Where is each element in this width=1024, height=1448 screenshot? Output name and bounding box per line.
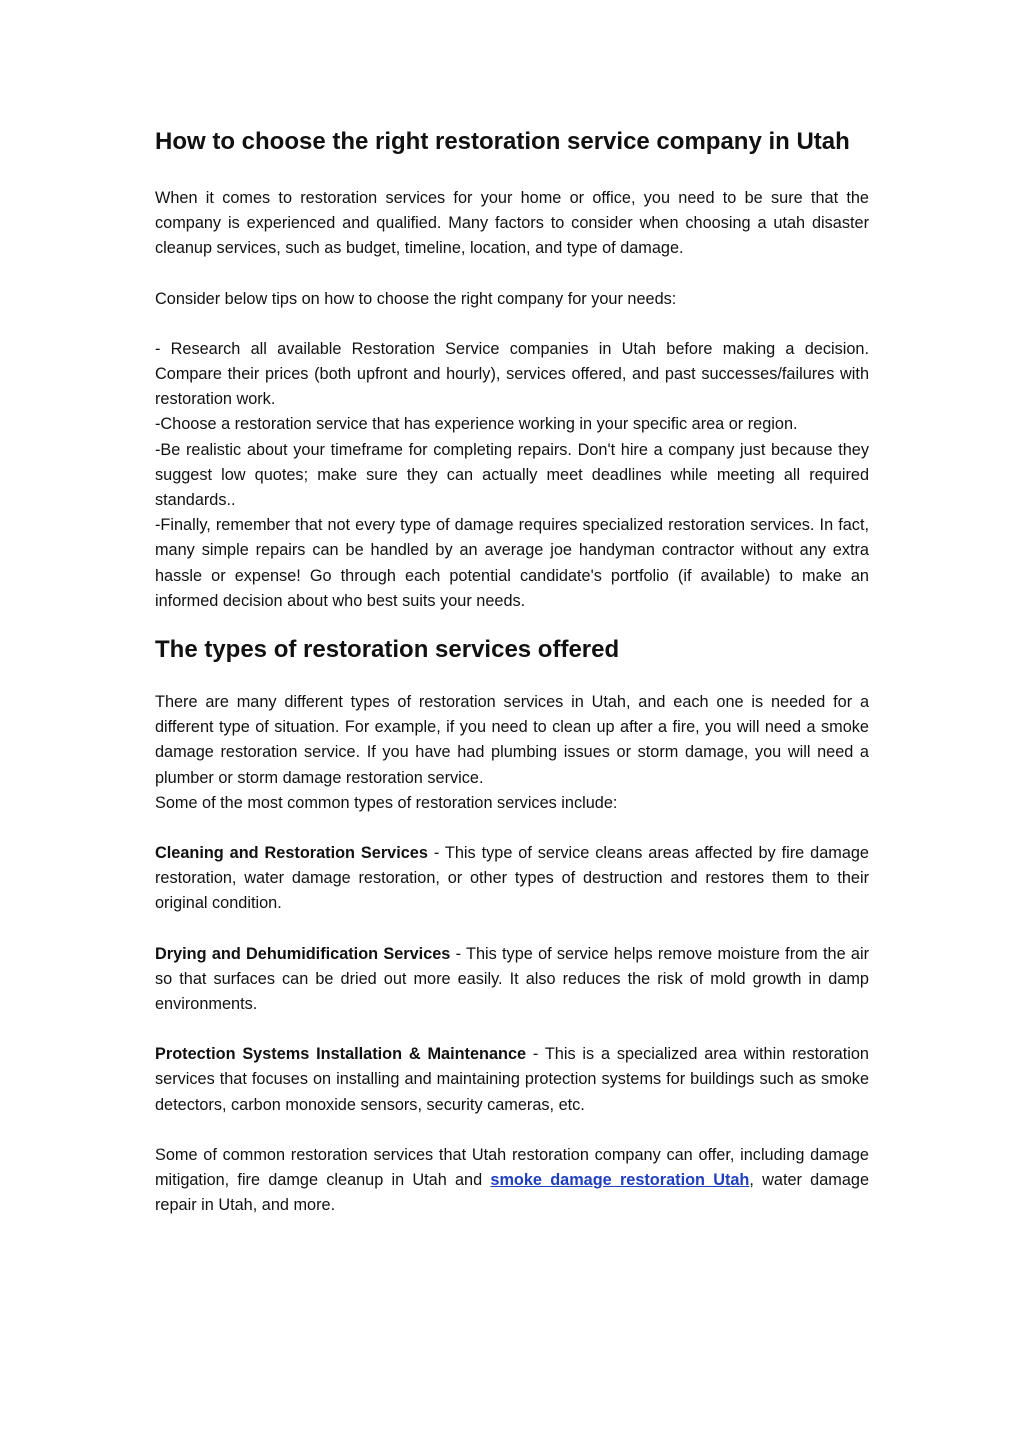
spacer bbox=[155, 816, 869, 841]
section-heading-service-types: The types of restoration services offered bbox=[155, 636, 620, 664]
service-name: Drying and Dehumidification Services bbox=[155, 944, 451, 963]
closing-text-after-link: , water damage repair in Utah, and more. bbox=[155, 1171, 869, 1215]
spacer bbox=[155, 917, 869, 942]
smoke-damage-restoration-link[interactable]: smoke damage restoration Utah bbox=[490, 1171, 750, 1190]
tip-item: - Research all available Restoration Service companies in Utah before making a decision. Compare their prices (both upfront and hourly), services offered, and past successes/failures with restoration work. bbox=[155, 339, 869, 409]
service-name: Protection Systems Installation & Maintenance bbox=[155, 1045, 527, 1064]
tip-item: -Choose a restoration service that has experience working in your specific area or region. bbox=[155, 415, 798, 434]
section-heading-choose-company: How to choose the right restoration service company in Utah bbox=[155, 128, 850, 155]
intro-paragraph: When it comes to restoration services for your home or office, you need to be sure that the company is experienced and qualified. Many factors to consider when choosing a utah disaster cleanup services, such as budget, timeline, location, and type of damage. bbox=[155, 189, 869, 258]
document-page bbox=[155, 120, 869, 1219]
service-item bbox=[155, 942, 869, 1018]
tips-lead-paragraph: Consider below tips on how to choose the right company for your needs: bbox=[155, 289, 677, 308]
service-types-intro: There are many different types of restoration services in Utah, and each one is needed for a different type of situation. For example, if you need to clean up after a fire, you will need a smoke damage restoration service. If you have had plumbing issues or storm damage, you will need a plumber or storm damage restoration service. bbox=[155, 693, 869, 787]
service-item bbox=[155, 841, 869, 917]
closing-paragraph bbox=[155, 1143, 869, 1219]
service-name: Cleaning and Restoration Services bbox=[155, 844, 428, 863]
closing-text-before-link: Some of common restoration services that Utah restoration company can offer, including damage mitigation, fire damge cleanup in Utah and bbox=[155, 1145, 869, 1190]
tips-list bbox=[155, 337, 869, 614]
tip-item: -Be realistic about your timeframe for completing repairs. Don't hire a company just because they suggest low quotes; make sure they can actually meet deadlines while meeting all required standards.. bbox=[155, 440, 869, 510]
spacer bbox=[155, 1017, 869, 1042]
service-description: - This type of service helps remove moisture from the air so that surfaces can be dried out more easily. It also reduces the risk of mold growth in damp environments. bbox=[155, 944, 869, 1014]
service-item bbox=[155, 1042, 869, 1118]
spacer bbox=[155, 1118, 869, 1143]
service-types-lead: Some of the most common types of restoration services include: bbox=[155, 793, 618, 812]
service-description: - This is a specialized area within restoration services that focuses on installing and maintaining protection systems for buildings such as smoke detectors, carbon monoxide sensors, security cameras, etc. bbox=[155, 1045, 869, 1114]
tip-item: -Finally, remember that not every type of damage requires specialized restoration services. In fact, many simple repairs can be handled by an average joe handyman contractor without any extra hassle or expense! Go through each potential candidate's portfolio (if available) to make an informed decision about who best suits your needs. bbox=[155, 516, 869, 610]
service-description: - This type of service cleans areas affected by fire damage restoration, water damage restoration, or other types of destruction and restores them to their original condition. bbox=[155, 844, 869, 913]
spacer bbox=[155, 312, 869, 337]
spacer bbox=[155, 262, 869, 287]
